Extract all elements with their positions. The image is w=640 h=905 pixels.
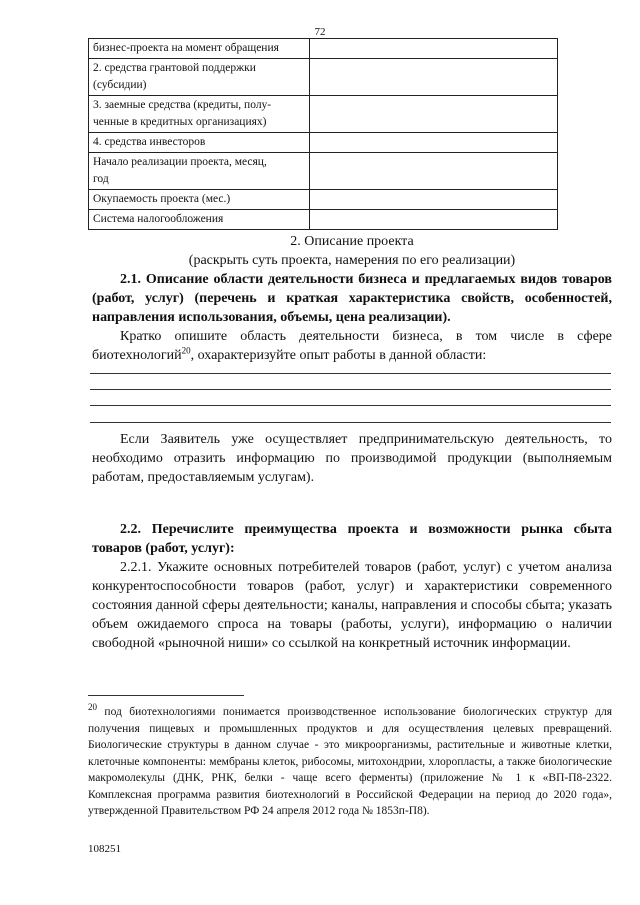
table-row xyxy=(89,210,558,230)
table-cell-value xyxy=(310,210,558,230)
table-cell-value xyxy=(310,59,558,96)
cell-text: бизнес-проекта на момент обращения xyxy=(93,42,279,54)
heading-2-1: 2.1. Описание области деятельности бизнеса и предлагаемых видов товаров (работ, услуг) (перечень и краткая характеристика свойств, особенностей, направления использования, объемы, цена реализации). xyxy=(92,272,612,325)
cell-text: Система налогообложения xyxy=(93,213,224,225)
table-cell-label xyxy=(89,190,310,210)
cell-text: 3. заемные средства (кредиты, полу- xyxy=(93,99,272,111)
document-code: 108251 xyxy=(88,843,121,855)
table-cell-value xyxy=(310,133,558,153)
table-cell-label xyxy=(89,96,310,133)
table-row xyxy=(89,153,558,190)
table-cell-label xyxy=(89,39,310,59)
cell-text: ченные в кредитных организациях) xyxy=(93,116,267,128)
paragraph-describe-business xyxy=(92,327,612,365)
cell-text: 4. средства инвесторов xyxy=(93,136,206,148)
table-cell-value xyxy=(310,190,558,210)
answer-line xyxy=(90,389,611,390)
project-info-table xyxy=(88,38,558,230)
table-cell-label xyxy=(89,133,310,153)
table-row xyxy=(89,59,558,96)
footnote-ref: 20 xyxy=(181,345,191,356)
page-number: 72 xyxy=(314,26,326,38)
answer-line xyxy=(90,405,611,406)
table-cell-value xyxy=(310,96,558,133)
cell-text: Начало реализации проекта, месяц, xyxy=(93,156,267,168)
cell-text: Окупаемость проекта (мес.) xyxy=(93,193,231,205)
section-subtitle: (раскрыть суть проекта, намерения по его реализации) xyxy=(188,253,516,268)
table-row xyxy=(89,190,558,210)
table-cell-value xyxy=(310,39,558,59)
table-cell-label xyxy=(89,210,310,230)
table-cell-label xyxy=(89,153,310,190)
footnote xyxy=(88,704,612,820)
cell-text: год xyxy=(93,173,109,185)
table-cell-label xyxy=(89,59,310,96)
paragraph-2-2-1: 2.2.1. Укажите основных потребителей товаров (работ, услуг) с учетом анализа конкурентоспособности товаров (работ, услуг) и характеристики современного состояния данной сферы деятельности; каналы, направления и способы сбыта; указать объем ожидаемого спроса на товары (работы, услуги), информацию о наличии свободной «рыночной ниши» со ссылкой на конкретный источник информации. xyxy=(92,560,612,651)
footnote-mark: 20 xyxy=(88,702,97,713)
cell-text: (субсидии) xyxy=(93,79,147,91)
heading-2-2: 2.2. Перечислите преимущества проекта и возможности рынка сбыта товаров (работ, услуг): xyxy=(92,522,612,556)
answer-line xyxy=(90,373,611,374)
paragraph-existing-business: Если Заявитель уже осуществляет предпринимательскую деятельность, то необходимо отразить информацию по производимой продукции (выполняемым работам, предоставляемым услугам). xyxy=(92,432,612,485)
footnote-text: под биотехнологиями понимается производственное использование биологических структур для получения пищевых и промышленных продуктов и для осуществления целевых превращений. Биологические структуры в данном случае - это микроорганизмы, растительные и животные клетки, клеточные компоненты: мембраны клеток, рибосомы, митохондрии, хлоропласты, а также биологические макромолекулы (ДНК, РНК, белки - чаще всего ферменты) (приложение № 1 к «ВП-П8-2322. Комплексная программа развития биотехнологий в Российской Федерации на период до 2020 года», утвержденной Правительством РФ 24 апреля 2012 года № 1853п-П8). xyxy=(88,706,612,817)
table-cell-value xyxy=(310,153,558,190)
cell-text: 2. средства грантовой поддержки xyxy=(93,62,256,74)
table-row xyxy=(89,39,558,59)
section-title: 2. Описание проекта xyxy=(290,234,414,249)
table-row xyxy=(89,133,558,153)
table-row xyxy=(89,96,558,133)
paragraph-text: , охарактеризуйте опыт работы в данной области: xyxy=(190,348,487,363)
answer-line xyxy=(90,422,611,423)
footnote-separator xyxy=(88,695,244,696)
paragraph-text: Кратко опишите область деятельности бизнеса, в том числе в сфере биотехнологий xyxy=(92,329,612,363)
